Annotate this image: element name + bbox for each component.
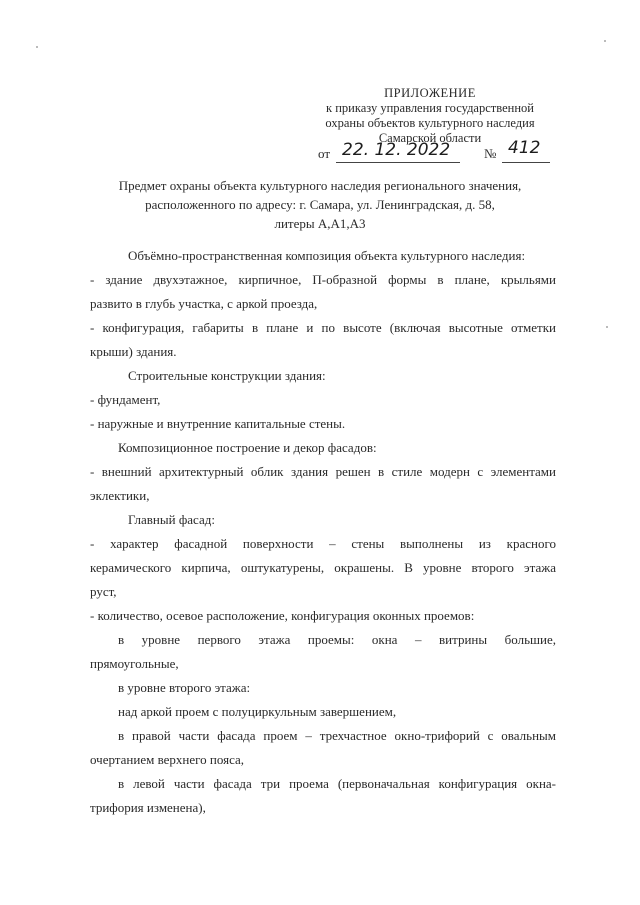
paragraph: Строительные конструкции здания: — [128, 368, 326, 383]
paragraph: эклектики, — [90, 488, 150, 503]
subject-line-2: расположенного по адресу: г. Самара, ул. Ленинградская, д. 58, — [145, 197, 495, 212]
paragraph: - конфигурация, габариты в плане и по высоте (включая высотные отметки — [90, 320, 556, 335]
subject-heading — [90, 176, 550, 233]
paragraph: - фундамент, — [90, 392, 161, 407]
subject-line-1: Предмет охраны объекта культурного наследия регионального значения, — [118, 178, 522, 193]
scan-speck — [606, 326, 608, 328]
paragraph: в уровне первого этажа проемы: окна – витрины большие, — [118, 632, 556, 647]
paragraph: Объёмно-пространственная композиция объекта культурного наследия: — [128, 248, 526, 263]
paragraph: - характер фасадной поверхности – стены выполнены из красного — [90, 536, 556, 551]
paragraph: развито в глубь участка, с аркой проезда, — [90, 296, 318, 311]
appendix-line-1: к приказу управления государственной — [326, 101, 534, 115]
appendix-line-2: охраны объектов культурного наследия — [325, 116, 535, 130]
appendix-header — [300, 86, 560, 146]
paragraph: в уровне второго этажа: — [118, 680, 251, 695]
handwritten-number: 412 — [508, 138, 541, 158]
paragraph: - наружные и внутренние капитальные стены. — [90, 416, 346, 431]
scan-speck — [36, 46, 38, 48]
paragraph: трифория изменена), — [90, 800, 206, 815]
from-label: от — [318, 146, 331, 161]
subject-line-3: литеры А,А1,А3 — [274, 216, 366, 231]
appendix-line-3: Самарской области — [378, 131, 482, 145]
date-underline — [336, 162, 460, 163]
paragraph: прямоугольные, — [90, 656, 179, 671]
paragraph: крыши) здания. — [90, 344, 177, 359]
number-underline — [502, 162, 550, 163]
scan-speck — [604, 40, 606, 42]
paragraph: - количество, осевое расположение, конфигурация оконных проемов: — [90, 608, 475, 623]
paragraph: в правой части фасада проем – трехчастное окно-трифорий с овальным — [118, 728, 556, 743]
paragraph: очертанием верхнего пояса, — [90, 752, 245, 767]
paragraph: над аркой проем с полуциркульным завершением, — [118, 704, 397, 719]
document-body — [90, 244, 556, 820]
paragraph: в левой части фасада три проема (первоначальная конфигурация окна- — [118, 776, 556, 791]
paragraph: руст, — [90, 584, 117, 599]
paragraph: - здание двухэтажное, кирпичное, П-образной формы в плане, крыльями — [90, 272, 556, 287]
paragraph: керамического кирпича, оштукатурены, окрашены. В уровне второго этажа — [90, 560, 556, 575]
number-label: № — [484, 146, 497, 161]
paragraph: Композиционное построение и декор фасадов: — [118, 440, 377, 455]
paragraph: Главный фасад: — [128, 512, 215, 527]
paragraph: - внешний архитектурный облик здания решен в стиле модерн с элементами — [90, 464, 556, 479]
handwritten-date: 22. 12. 2022 — [342, 140, 451, 160]
appendix-title: ПРИЛОЖЕНИЕ — [384, 86, 476, 100]
